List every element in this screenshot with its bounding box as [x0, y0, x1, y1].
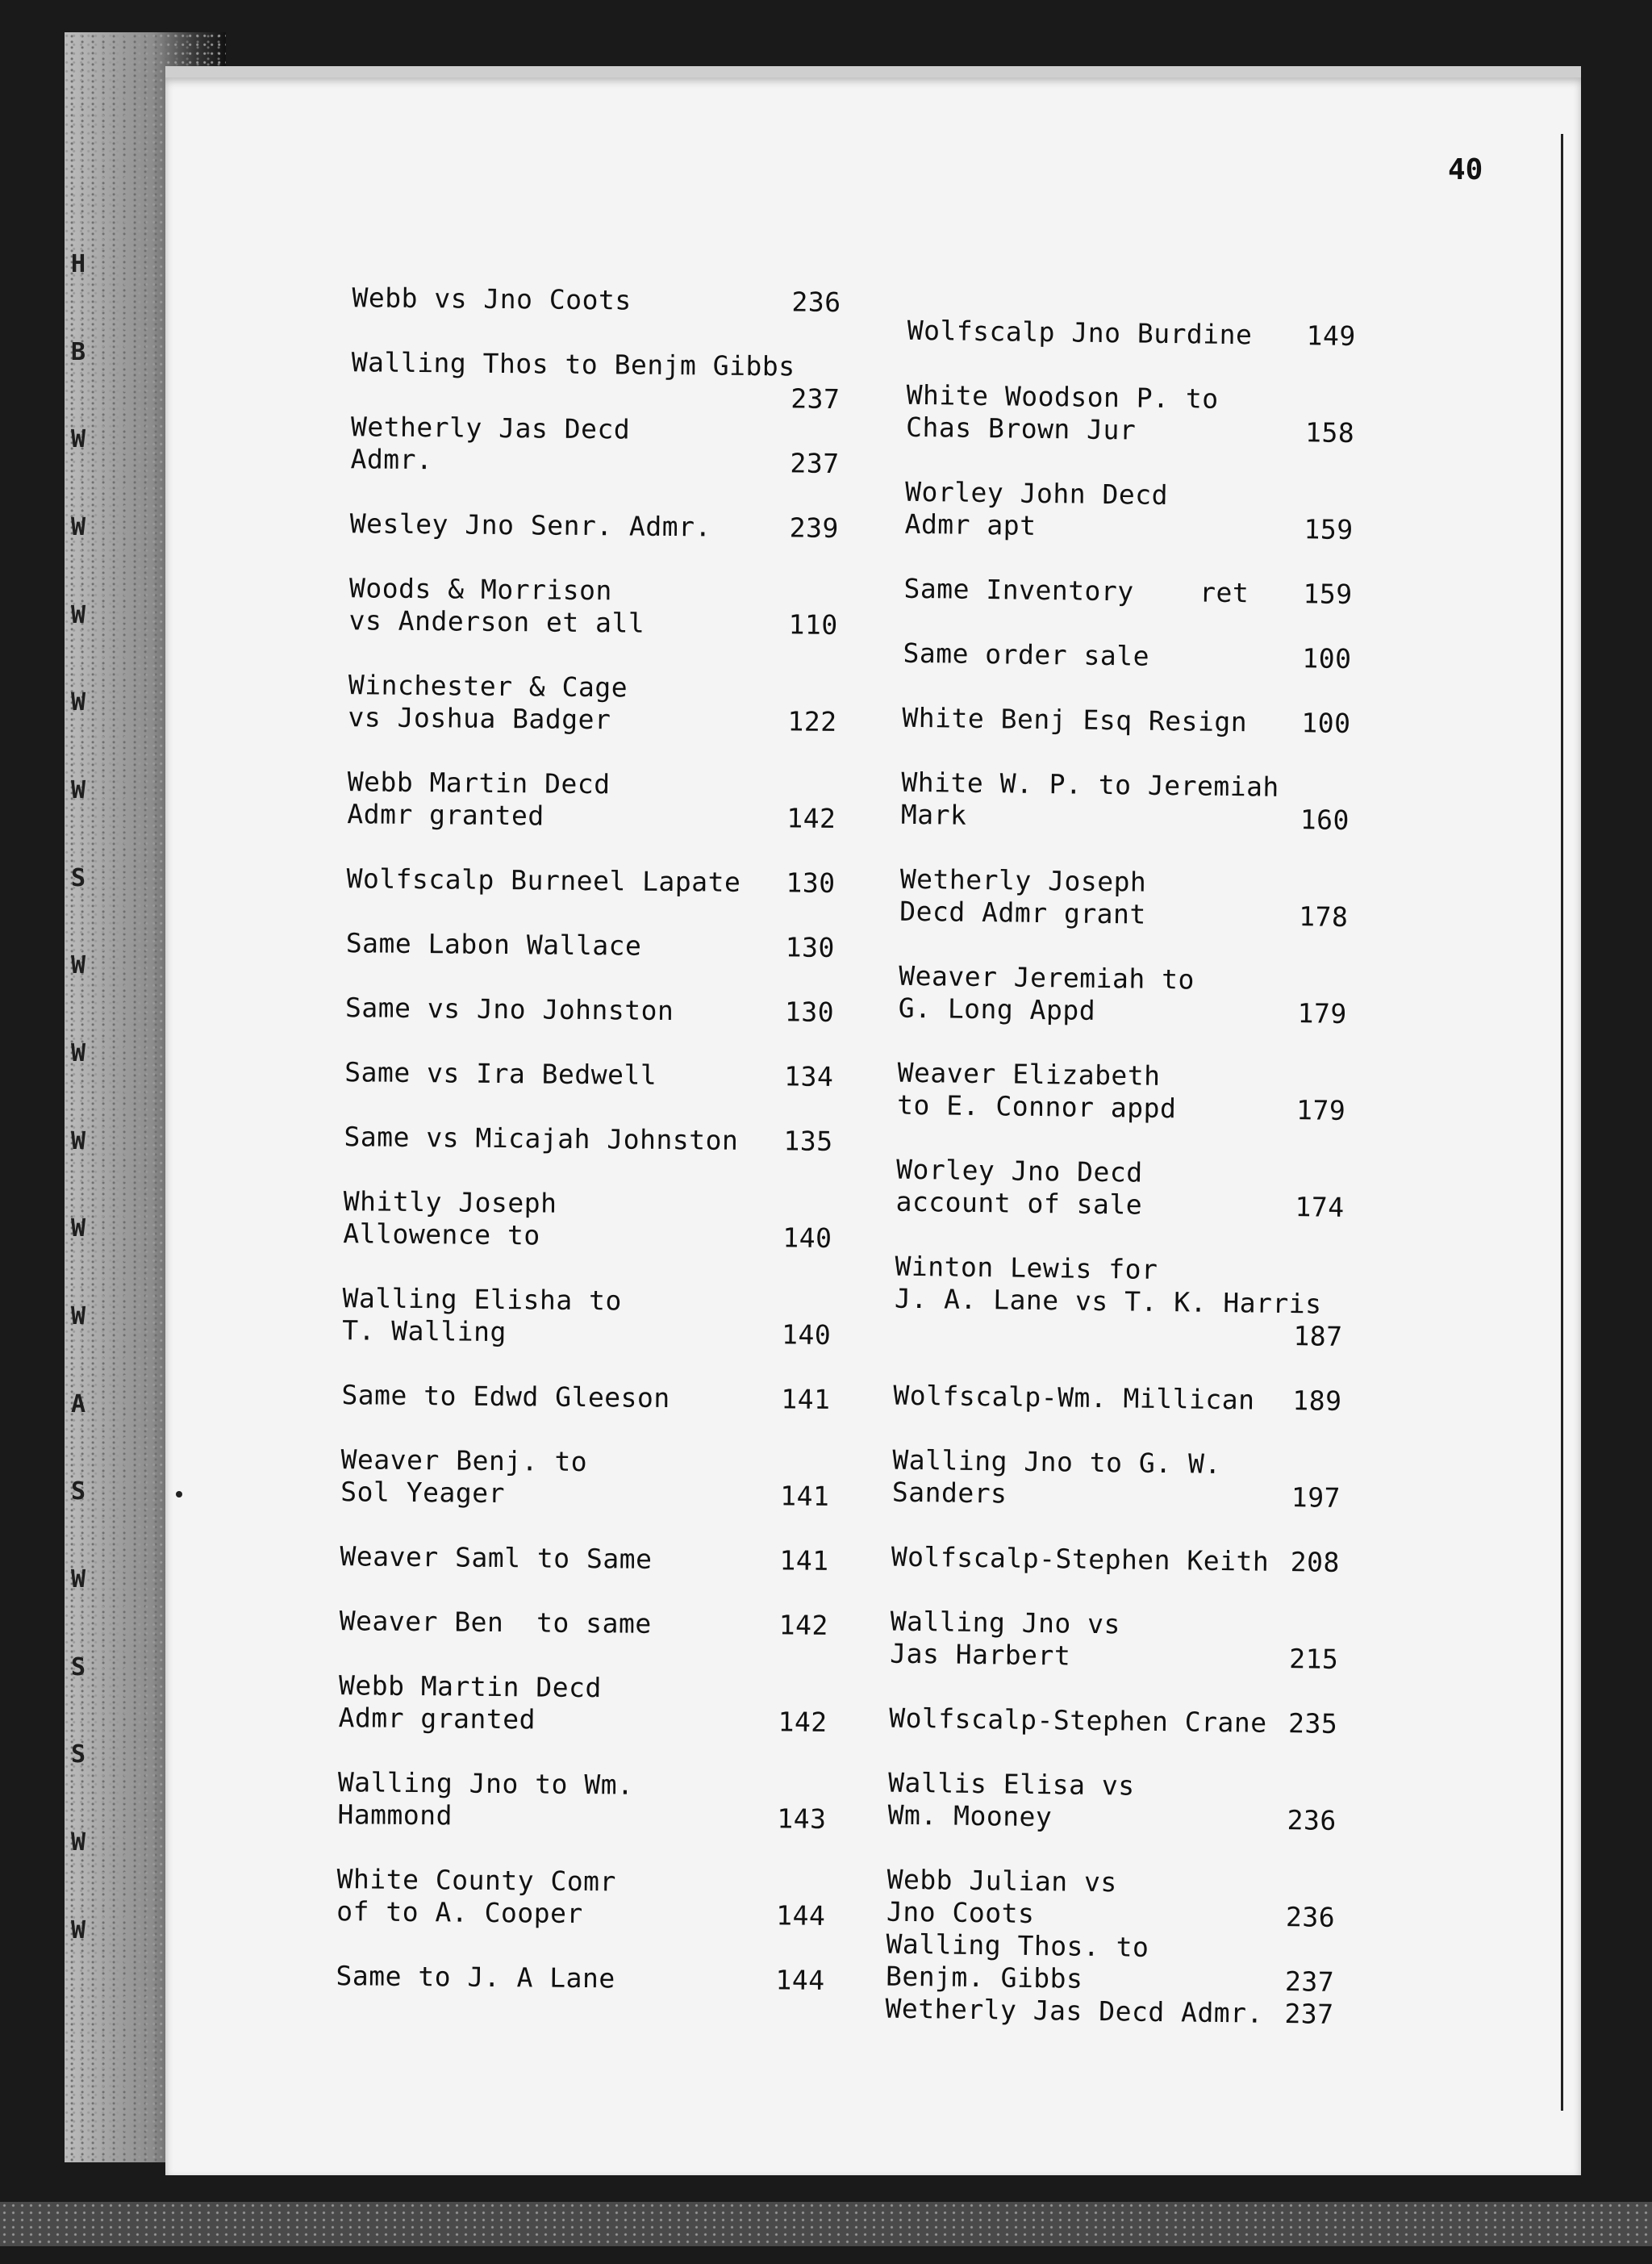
entry-page-ref: 160 — [1299, 804, 1350, 836]
index-entry — [897, 1057, 1177, 1126]
entry-text-line: Weaver Saml to Same — [340, 1540, 653, 1575]
index-entry — [886, 1928, 1149, 1996]
binding-mark: S — [71, 1740, 86, 1769]
entry-page-ref: 236 — [1285, 1901, 1336, 1933]
binding-mark: W — [71, 1915, 86, 1944]
entry-text-line: G. Long Appd — [898, 992, 1096, 1026]
entry-text-line: Weaver Elizabeth — [897, 1056, 1161, 1092]
binding-mark: W — [71, 425, 86, 454]
entry-text-line: Admr granted — [347, 798, 544, 832]
entry-text-line: Same order sale — [903, 637, 1150, 672]
binding-mark: H — [71, 250, 86, 278]
entry-text-line: Same Labon Wallace — [345, 927, 642, 962]
index-entry — [904, 476, 1168, 544]
entry-text-line: Hammond — [337, 1798, 453, 1832]
entry-text-line: White W. P. to Jeremiah — [901, 766, 1280, 803]
entry-text-line: Admr. — [350, 443, 433, 476]
page-number: 40 — [1448, 153, 1483, 186]
entry-page-ref: 110 — [788, 608, 838, 641]
page-edge-line — [1561, 134, 1563, 2111]
entry-page-ref: 144 — [775, 1964, 825, 1996]
index-entry — [890, 1606, 1120, 1673]
binding-mark: W — [71, 1214, 86, 1243]
entry-page-ref: 237 — [790, 447, 840, 480]
entry-text-line: Weaver Benj. to — [340, 1443, 588, 1478]
entry-page-ref: 236 — [791, 286, 841, 319]
entry-page-ref: 130 — [785, 931, 836, 963]
entry-text-line: Chas Brown Jur — [905, 411, 1137, 446]
entry-text-line: Webb Martin Decd — [347, 766, 611, 800]
index-entry — [886, 1864, 1117, 1932]
index-entry — [903, 637, 1149, 673]
binding-mark: W — [71, 688, 86, 717]
entry-text-line: Wallis Elisa vs — [887, 1766, 1135, 1802]
entry-text-line: T. Walling — [342, 1314, 507, 1348]
entry-text-line: Walling Elisha to — [342, 1282, 623, 1317]
binding-mark: S — [71, 1477, 86, 1506]
entry-page-ref: 237 — [791, 382, 841, 416]
binding-mark: S — [71, 863, 86, 892]
entry-page-ref: 142 — [786, 802, 836, 834]
entry-text-line: Walling Jno to Wm. — [337, 1766, 634, 1801]
entry-page-ref: 130 — [784, 996, 835, 1028]
index-entry — [895, 1251, 1323, 1321]
entry-text-line: Wolfscalp-Wm. Millican — [893, 1379, 1255, 1416]
entry-page-ref: 141 — [781, 1383, 831, 1415]
entry-text-line: vs Anderson et all — [348, 604, 645, 639]
entry-text-line: Walling Jno to G. W. — [892, 1443, 1221, 1480]
entry-text-line: of to A. Cooper — [336, 1895, 583, 1930]
entry-text-line: Weaver Ben to same — [339, 1605, 652, 1640]
entry-page-ref: 142 — [778, 1706, 828, 1738]
entry-text-line: to E. Connor appd — [896, 1088, 1177, 1125]
index-entry — [891, 1541, 1270, 1578]
entry-text-line: Woods & Morrison — [348, 572, 613, 607]
entry-page-ref: 178 — [1299, 900, 1349, 933]
index-entry — [893, 1380, 1255, 1417]
entry-page-ref: 122 — [787, 705, 837, 738]
index-entry — [895, 1154, 1143, 1222]
entry-text-line: Same vs Ira Bedwell — [344, 1056, 657, 1091]
binding-mark: W — [71, 951, 86, 980]
entry-text-line: White County Comr — [336, 1863, 617, 1898]
index-entry — [892, 1444, 1221, 1513]
entry-text-line: Admr apt — [904, 508, 1037, 541]
entry-page-ref: 135 — [783, 1125, 833, 1157]
entry-text-line: Webb Martin Decd — [338, 1669, 603, 1704]
binding-mark: W — [71, 776, 86, 805]
entry-page-ref: 141 — [779, 1544, 829, 1577]
entry-page-ref: 179 — [1295, 1094, 1346, 1126]
entry-text-line: Wolfscalp Burneel Lapate — [346, 863, 741, 898]
entry-text-line: White Benj Esq Resign — [902, 701, 1248, 738]
entry-text-line: Mark — [900, 798, 967, 831]
entry-page-ref: 187 — [1293, 1320, 1343, 1352]
index-entry — [907, 315, 1252, 352]
binding-mark: A — [71, 1389, 86, 1418]
entry-page-ref: 197 — [1291, 1481, 1341, 1514]
index-entry — [906, 379, 1219, 448]
entry-page-ref: 236 — [1287, 1804, 1337, 1836]
entry-page-ref: 149 — [1306, 320, 1357, 353]
entry-text-line: Winton Lewis for — [895, 1250, 1158, 1285]
entry-text-line: Jas Harbert — [890, 1637, 1071, 1672]
entry-page-ref: 159 — [1303, 578, 1353, 611]
entry-text-line: Wolfscalp-Stephen Keith — [891, 1540, 1270, 1577]
entry-page-ref: 134 — [784, 1060, 834, 1092]
entry-text-line: Wetherly Jas Decd — [350, 411, 631, 445]
index-entry — [903, 573, 1249, 610]
entry-text-line: Worley Jno Decd — [895, 1153, 1143, 1188]
binding-mark: S — [71, 1652, 86, 1681]
index-entry — [885, 1993, 1263, 2030]
entry-page-ref: 159 — [1304, 513, 1354, 546]
entry-text-line: Wolfscalp Jno Burdine — [907, 314, 1253, 351]
entry-page-ref: 237 — [1284, 1998, 1334, 2030]
entry-text-line: Admr granted — [338, 1702, 536, 1736]
index-entry — [898, 960, 1195, 1029]
entry-page-ref: 141 — [780, 1480, 830, 1512]
binding-mark: W — [71, 1565, 86, 1594]
entry-page-ref: 140 — [782, 1222, 832, 1254]
entry-page-ref: 143 — [777, 1802, 827, 1835]
entry-page-ref: 239 — [789, 512, 840, 545]
entry-text-line: Walling Jno vs — [890, 1605, 1121, 1640]
entry-page-ref: 100 — [1301, 707, 1351, 739]
entry-text-line: Jno Coots — [886, 1895, 1035, 1929]
entry-text-line: Weaver Jeremiah to — [899, 959, 1195, 996]
binding-mark: W — [71, 513, 86, 542]
index-entry — [899, 863, 1147, 931]
entry-text-line: Same to J. A Lane — [336, 1960, 615, 1995]
entry-page-ref: 208 — [1290, 1546, 1341, 1578]
entry-text-line: Winchester & Cage — [348, 669, 628, 704]
entry-text-line: Walling Thos to Benjm Gibbs — [351, 346, 795, 382]
index-entry — [902, 702, 1247, 739]
entry-page-ref: 235 — [1287, 1707, 1338, 1740]
entry-text-line: Wolfscalp-Stephen Crane — [888, 1702, 1267, 1739]
entry-text-line: Allowence to — [343, 1218, 540, 1251]
entry-text-line: Wetherly Jas Decd Admr. — [885, 1992, 1264, 2029]
entry-page-ref: 174 — [1295, 1191, 1345, 1223]
page-hole-mark — [176, 1491, 182, 1497]
entry-page-ref: 100 — [1302, 642, 1352, 675]
entry-text-line: Wetherly Joseph — [899, 863, 1147, 898]
entry-page-ref: 237 — [1284, 1965, 1335, 1998]
entry-text-line: Decd Admr grant — [899, 895, 1147, 930]
entry-text-line: account of sale — [895, 1185, 1143, 1221]
binding-mark: W — [71, 1302, 86, 1331]
entry-page-ref: 144 — [776, 1899, 826, 1932]
binding-mark: W — [71, 1126, 86, 1155]
entry-text-line: Walling Thos. to — [886, 1928, 1149, 1963]
entry-text-line: Same Inventory ret — [903, 572, 1249, 609]
entry-text-line: Webb Julian vs — [886, 1863, 1117, 1899]
entry-text-line: Same vs Micajah Johnston — [344, 1121, 739, 1156]
entry-text-line: Whitly Joseph — [343, 1185, 557, 1219]
entry-text-line: Sol Yeager — [340, 1476, 506, 1510]
entry-text-line: White Woodson P. to — [906, 378, 1219, 415]
entry-text-line: vs Joshua Badger — [348, 701, 611, 736]
index-entry — [901, 767, 1279, 836]
binding-mark: B — [71, 337, 86, 366]
entry-text-line: J. A. Lane vs T. K. Harris — [894, 1282, 1322, 1320]
binding-mark: W — [71, 1828, 86, 1857]
entry-page-ref: 140 — [781, 1318, 832, 1351]
entry-text-line: Webb vs Jno Coots — [352, 282, 632, 316]
entry-text-line: Wm. Mooney — [887, 1798, 1053, 1833]
entry-page-ref: 130 — [786, 867, 836, 899]
entry-text-line: Same to Edwd Gleeson — [341, 1379, 670, 1414]
entry-page-ref: 158 — [1304, 416, 1355, 449]
index-entry — [887, 1767, 1135, 1835]
index-entry — [889, 1702, 1267, 1740]
entry-page-ref: 215 — [1288, 1643, 1339, 1675]
binding-mark: W — [71, 1039, 86, 1068]
entry-page-ref: 179 — [1297, 997, 1348, 1030]
entry-text-line: Same vs Jno Johnston — [344, 992, 674, 1027]
entry-text-line: Sanders — [891, 1476, 1007, 1510]
scan-bottom-strip — [0, 2202, 1652, 2246]
entry-text-line: Worley John Decd — [904, 475, 1169, 512]
entry-page-ref: 189 — [1292, 1385, 1342, 1417]
entry-text-line: Wesley Jno Senr. Admr. — [349, 508, 712, 543]
entry-page-ref: 142 — [778, 1609, 829, 1641]
entry-text-line: Benjm. Gibbs — [885, 1960, 1083, 1995]
binding-mark: W — [71, 600, 86, 629]
